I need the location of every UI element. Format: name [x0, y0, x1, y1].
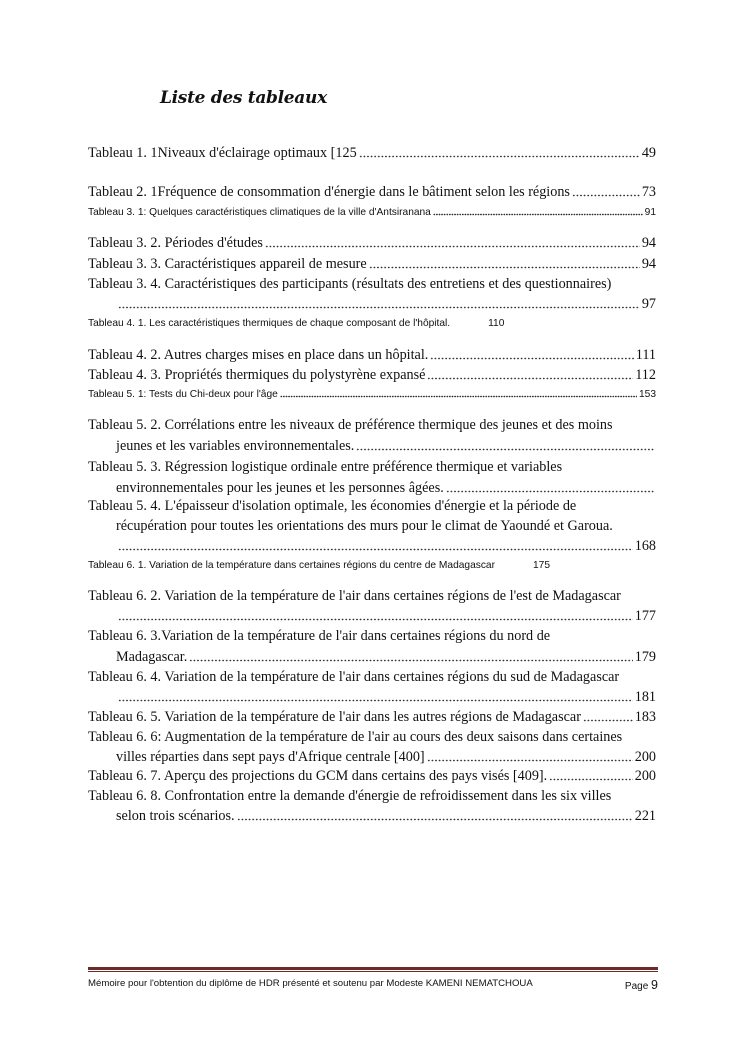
- toc-entry[interactable]: [88, 786, 656, 806]
- toc-entry-label: Tableau 3. 2. Périodes d'études: [88, 234, 263, 251]
- dot-leader: [189, 659, 632, 662]
- toc-entry[interactable]: [88, 345, 656, 365]
- toc-entry-continuation[interactable]: [116, 516, 656, 536]
- dot-leader: [265, 245, 640, 248]
- toc-entry-label: Tableau 2. 1Fréquence de consommation d'énergie dans le bâtiment selon les régions: [88, 183, 570, 200]
- toc-entry-label: Tableau 3. 4. Caractéristiques des participants (résultats des entretiens et des questionnaires): [88, 275, 612, 292]
- footer-rule: [88, 967, 658, 970]
- toc-entry-label: Tableau 3. 1: Quelques caractéristiques climatiques de la ville d'Antsiranana: [88, 206, 431, 218]
- toc-entry-label: Tableau 6. 7. Aperçu des projections du GCM dans certains des pays visés [409].: [88, 767, 548, 784]
- dot-leader: [549, 778, 633, 781]
- toc-entry[interactable]: [88, 182, 656, 202]
- toc-entry-label: Tableau 4. 2. Autres charges mises en place dans un hôpital.: [88, 346, 429, 363]
- toc-entry-label: Tableau 1. 1Niveaux d'éclairage optimaux [125: [88, 144, 357, 161]
- toc-entry[interactable]: [88, 274, 656, 294]
- footer-text: Mémoire pour l'obtention du diplôme de HDR présenté et soutenu par Modeste KAMENI NEMATCHOUA: [88, 978, 533, 989]
- toc-entry-label: Tableau 5. 2. Corrélations entre les niveaux de préférence thermique des jeunes et des moins: [88, 416, 613, 433]
- toc-entry-label: Tableau 3. 3. Caractéristiques appareil de mesure: [88, 255, 367, 272]
- toc-page-number: 110: [488, 317, 505, 329]
- toc-entry-label: Tableau 6. 6: Augmentation de la température de l'air au cours des deux saisons dans certaines: [88, 728, 623, 745]
- toc-page-number: 153: [639, 388, 656, 400]
- page-footer: [88, 978, 658, 992]
- toc-entry-label: Tableau 4. 3. Propriétés thermiques du polystyrène expansé: [88, 366, 426, 383]
- toc-entry-label: Tableau 6. 8. Confrontation entre la demande d'énergie de refroidissement dans les six villes: [88, 787, 612, 804]
- toc-page-number: 91: [644, 206, 656, 218]
- toc-entry-label: selon trois scénarios.: [116, 807, 235, 824]
- toc-entry-label: Tableau 5. 3. Régression logistique ordinale entre préférence thermique et variables: [88, 458, 563, 475]
- dot-leader: [427, 759, 633, 762]
- dot-leader: [446, 490, 654, 493]
- footer-rule-thin: [88, 971, 658, 972]
- toc-page-number: 177: [634, 607, 656, 624]
- toc-entry-label: Tableau 6. 2. Variation de la température de l'air dans certaines régions de l'est de Madagascar: [88, 587, 621, 604]
- page-label: Page: [624, 981, 649, 992]
- toc-entry-continuation[interactable]: [116, 536, 656, 556]
- footer-page: [625, 978, 658, 992]
- toc-entry[interactable]: [88, 233, 656, 253]
- dot-leader: [356, 448, 654, 451]
- dot-leader: [280, 395, 637, 398]
- dot-leader: [430, 357, 633, 360]
- toc-entry-label: Tableau 5. 4. L'épaisseur d'isolation optimale, les économies d'énergie et la période de: [88, 497, 577, 514]
- dot-leader: [433, 213, 643, 216]
- dot-leader: [237, 818, 633, 821]
- toc-page-number: 181: [634, 688, 656, 705]
- toc-page-number: 94: [641, 255, 656, 272]
- page-number: 9: [651, 978, 658, 992]
- toc-entry-continuation[interactable]: [116, 747, 656, 767]
- toc-entry-label: environnementales pour les jeunes et les personnes âgées.: [116, 479, 444, 496]
- toc-page-number: 168: [634, 537, 656, 554]
- toc-entry[interactable]: [88, 254, 656, 274]
- dot-leader: [572, 194, 640, 197]
- toc-page-number: 221: [634, 807, 656, 824]
- toc-entry-label: villes réparties dans sept pays d'Afrique centrale [400]: [116, 748, 425, 765]
- dot-leader: [359, 155, 640, 158]
- toc-page-number: 73: [641, 183, 656, 200]
- dot-leader: [427, 377, 633, 380]
- page-title: Liste des tableaux: [160, 88, 327, 108]
- toc-entry[interactable]: [88, 384, 656, 404]
- toc-entry[interactable]: [88, 727, 656, 747]
- toc-page-number: 183: [634, 708, 656, 725]
- toc-entry-label: Tableau 6. 3.Variation de la température de l'air dans certaines régions du nord de: [88, 627, 551, 644]
- toc-entry[interactable]: [88, 626, 656, 646]
- toc-entry[interactable]: [88, 586, 656, 606]
- toc-entry-continuation[interactable]: [116, 436, 656, 456]
- toc-entry-label: jeunes et les variables environnementales.: [116, 437, 355, 454]
- toc-entry-label: Madagascar.: [116, 648, 188, 665]
- toc-entry[interactable]: [88, 555, 656, 575]
- toc-entry-label: Tableau 5. 1: Tests du Chi-deux pour l'âge: [88, 388, 278, 400]
- dot-leader: [369, 266, 640, 269]
- toc-entry-label: Tableau 4. 1. Les caractéristiques thermiques de chaque composant de l'hôpital.: [88, 317, 451, 329]
- toc-page-number: 175: [533, 559, 550, 571]
- dot-leader: [118, 306, 640, 309]
- toc-entry[interactable]: [88, 667, 656, 687]
- dot-leader: [118, 699, 633, 702]
- dot-leader: [118, 548, 633, 551]
- toc-page-number: 94: [641, 234, 656, 251]
- toc-entry-continuation[interactable]: [116, 478, 656, 498]
- dot-leader: [118, 618, 633, 621]
- toc-entry[interactable]: [88, 766, 656, 786]
- toc-entry-continuation[interactable]: [116, 606, 656, 626]
- toc-page-number: 179: [634, 648, 656, 665]
- toc-entry-label: Tableau 6. 1. Variation de la température dans certaines régions du centre de Madagascar: [88, 559, 495, 571]
- toc-entry[interactable]: [88, 202, 656, 222]
- toc-entry-continuation[interactable]: [116, 687, 656, 707]
- toc-entry-continuation[interactable]: [116, 294, 656, 314]
- toc-entry-continuation[interactable]: [116, 647, 656, 667]
- toc-entry-label: Tableau 6. 5. Variation de la température de l'air dans les autres régions de Madagascar: [88, 708, 581, 725]
- toc-page-number: 97: [641, 295, 656, 312]
- toc-entry-continuation[interactable]: [116, 806, 656, 826]
- toc-page-number: 49: [641, 144, 656, 161]
- toc-entry[interactable]: [88, 313, 656, 333]
- toc-page-number: 111: [635, 346, 656, 363]
- toc-entry[interactable]: [88, 415, 656, 435]
- toc-entry[interactable]: [88, 457, 656, 477]
- toc-entry-label: Tableau 6. 4. Variation de la température de l'air dans certaines régions du sud de Madagascar: [88, 668, 620, 685]
- toc-entry-label: récupération pour toutes les orientations des murs pour le climat de Yaoundé et Garoua.: [116, 517, 613, 534]
- toc-entry[interactable]: [88, 707, 656, 727]
- toc-entry[interactable]: [88, 496, 656, 516]
- toc-entry[interactable]: [88, 143, 656, 163]
- toc-page-number: 200: [634, 748, 656, 765]
- toc-page-number: 200: [634, 767, 656, 784]
- dot-leader: [583, 719, 633, 722]
- toc-page-number: 112: [635, 366, 656, 383]
- toc-entry[interactable]: [88, 365, 656, 385]
